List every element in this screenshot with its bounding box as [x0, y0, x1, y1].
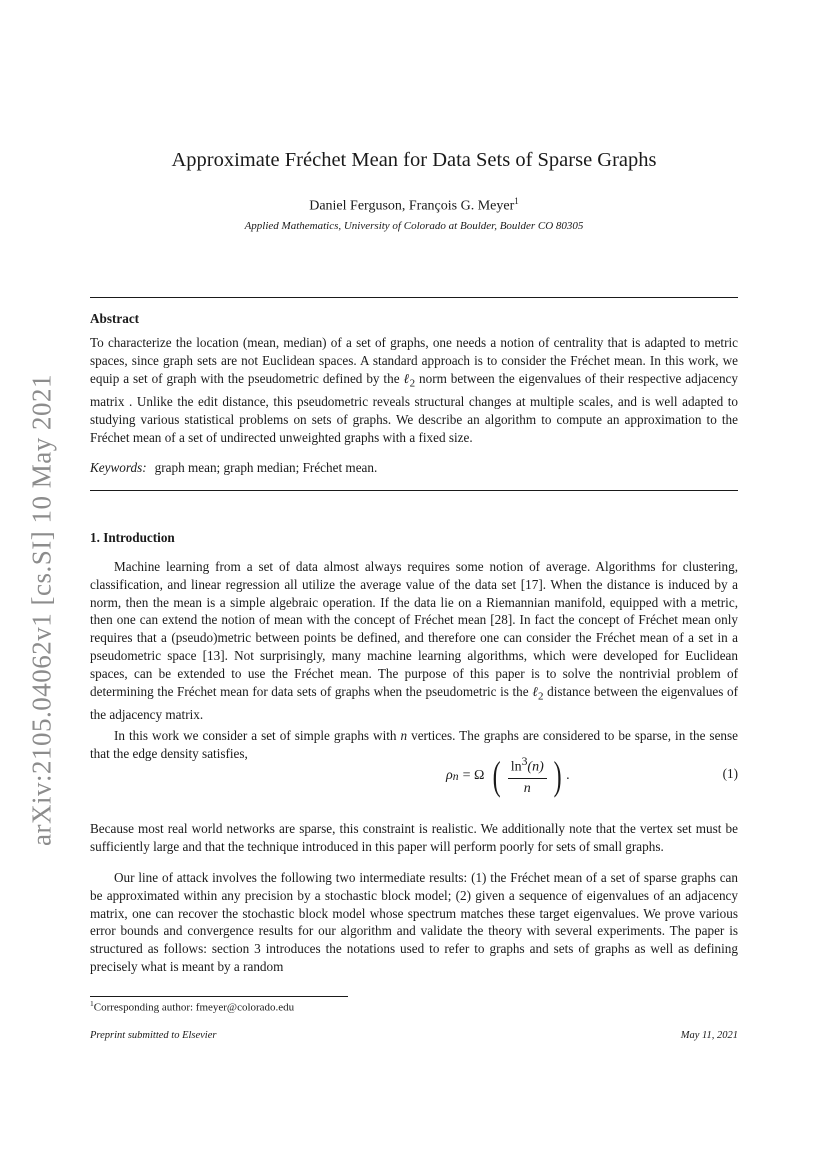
- footer-preprint: Preprint submitted to Elsevier: [90, 1030, 217, 1041]
- abstract-text-part1: To characterize the location (mean, median) of a set of graphs, one needs a notion of centrality that is adapted to metric spaces, since graph sets are not Euclidean spaces. A standard approach is to consider the Fréchet mean. In this work, we equip a set of graph with the pseudometric defined by the: [90, 335, 738, 386]
- keywords-list: graph mean; graph median; Fréchet mean.: [154, 460, 378, 475]
- footnote-rule: [90, 996, 348, 997]
- arxiv-sidebar: [22, 365, 62, 855]
- eq-left-paren: (: [493, 753, 502, 798]
- intro-p2-part1: In this work we consider a set of simple graphs with: [114, 728, 401, 743]
- eq-numerator: [508, 755, 547, 779]
- eq-period: .: [566, 768, 570, 783]
- eq-ln-arg: (n): [527, 759, 544, 775]
- footer-date: May 11, 2021: [680, 1030, 738, 1041]
- arxiv-identifier: arXiv:2105.04062v1 [cs.SI] 10 May 2021: [26, 374, 57, 846]
- variable-n: n: [400, 728, 408, 743]
- eq-denominator: n: [523, 780, 531, 796]
- eq-ln: ln: [510, 759, 522, 775]
- introduction-heading: 1. Introduction: [90, 530, 175, 545]
- intro-paragraph-3: Because most real world networks are sparse, this constraint is realistic. We additionally note that the vertex set must be sufficiently large and that the technique introduced in this paper will perform poorly for sets of small graphs.: [90, 821, 738, 854]
- abstract-text: [90, 334, 738, 446]
- l2-subscript: 2: [409, 377, 416, 390]
- l2-symbol: ℓ: [403, 370, 410, 386]
- intro-paragraph-4: Our line of attack involves the following two intermediate results: (1) the Fréchet mean of a set of sparse graphs can be approximated within any precision by a stochastic block model; (2) given a sequence of eigenvalues of an adjacency matrix, one can recover the stochastic block model whose spectrum matches these target eigenvalues. We prove various error bounds and convergence results for our algorithm and validate the theory with several experiments. The paper is structured as follows: section 3 introduces the notations used to refer to graphs and sets of graphs as well as defining precisely what is meant by a random: [90, 870, 738, 974]
- footnote-text: Corresponding author: fmeyer@colorado.edu: [93, 1001, 295, 1014]
- intro-p2-part2: vertices. The graphs are considered to be sparse, in the sense that the edge density satisfies,: [90, 728, 738, 761]
- affiliation: Applied Mathematics, University of Colorado at Boulder, Boulder CO 80305: [244, 220, 584, 232]
- paper-title: Approximate Fréchet Mean for Data Sets of Sparse Graphs: [171, 149, 657, 171]
- eq-ln-power: 3: [521, 755, 528, 769]
- eq-lhs-sub: n: [452, 769, 459, 783]
- footnote: [90, 999, 294, 1014]
- intro-p1-part1: Machine learning from a set of data almost always requires some notion of average. Algorithms for clustering, classification, and linear regression all utilize the average value of the data set [17]. When the distance is induced by a norm, then the mean is a simple algebraic operation. If the data lie on a Riemannian manifold, equipped with a metric, then one can extend the notion of mean with the concept of Fréchet mean [28]. In fact the concept of Fréchet mean only requires that a (pseudo)metric between points be defined, and therefore one can consider the Fréchet mean of a set in a pseudometric space [13]. Not surprisingly, many machine learning algorithms, which were developed for Euclidean spaces, can be extended to use the Fréchet mean. The purpose of this paper is to solve the nontrivial problem of determining the Fréchet mean for data sets of graphs when the pseudometric is the: [90, 559, 738, 699]
- footnote-mark: 1: [90, 999, 94, 1008]
- intro-p1-part2: distance between the eigenvalues of the adjacency matrix.: [90, 683, 738, 723]
- l2-subscript-intro: 2: [538, 690, 544, 703]
- author-footnote-mark: 1: [514, 196, 519, 206]
- abstract-heading: Abstract: [90, 311, 140, 326]
- author-names: Daniel Ferguson, François G. Meyer: [309, 198, 515, 214]
- abstract-text-part2: norm between the eigenvalues of their respective adjacency matrix . Unlike the edit distance, this pseudometric reveals structural changes at multiple scales, and is well adapted to studying various statistical problems on sets of graphs. We describe an algorithm to compute an approximation to the Fréchet mean of a set of undirected unweighted graphs with a fixed size.: [90, 370, 738, 445]
- equation-body: [446, 752, 570, 800]
- abstract-bottom-rule: [90, 490, 738, 491]
- eq-fraction: [508, 755, 547, 797]
- equation-1: [90, 752, 738, 800]
- intro-paragraph-1: [90, 558, 738, 724]
- equation-number: (1): [722, 766, 738, 781]
- l2-symbol-intro: ℓ: [532, 683, 539, 699]
- eq-equals-omega: = Ω: [462, 768, 485, 783]
- keywords-label: Keywords:: [90, 460, 147, 475]
- eq-lhs: ρ: [446, 768, 453, 783]
- abstract-top-rule: [90, 297, 738, 298]
- author-list: [90, 196, 738, 215]
- keywords-line: [90, 460, 377, 476]
- eq-right-paren: ): [553, 753, 562, 798]
